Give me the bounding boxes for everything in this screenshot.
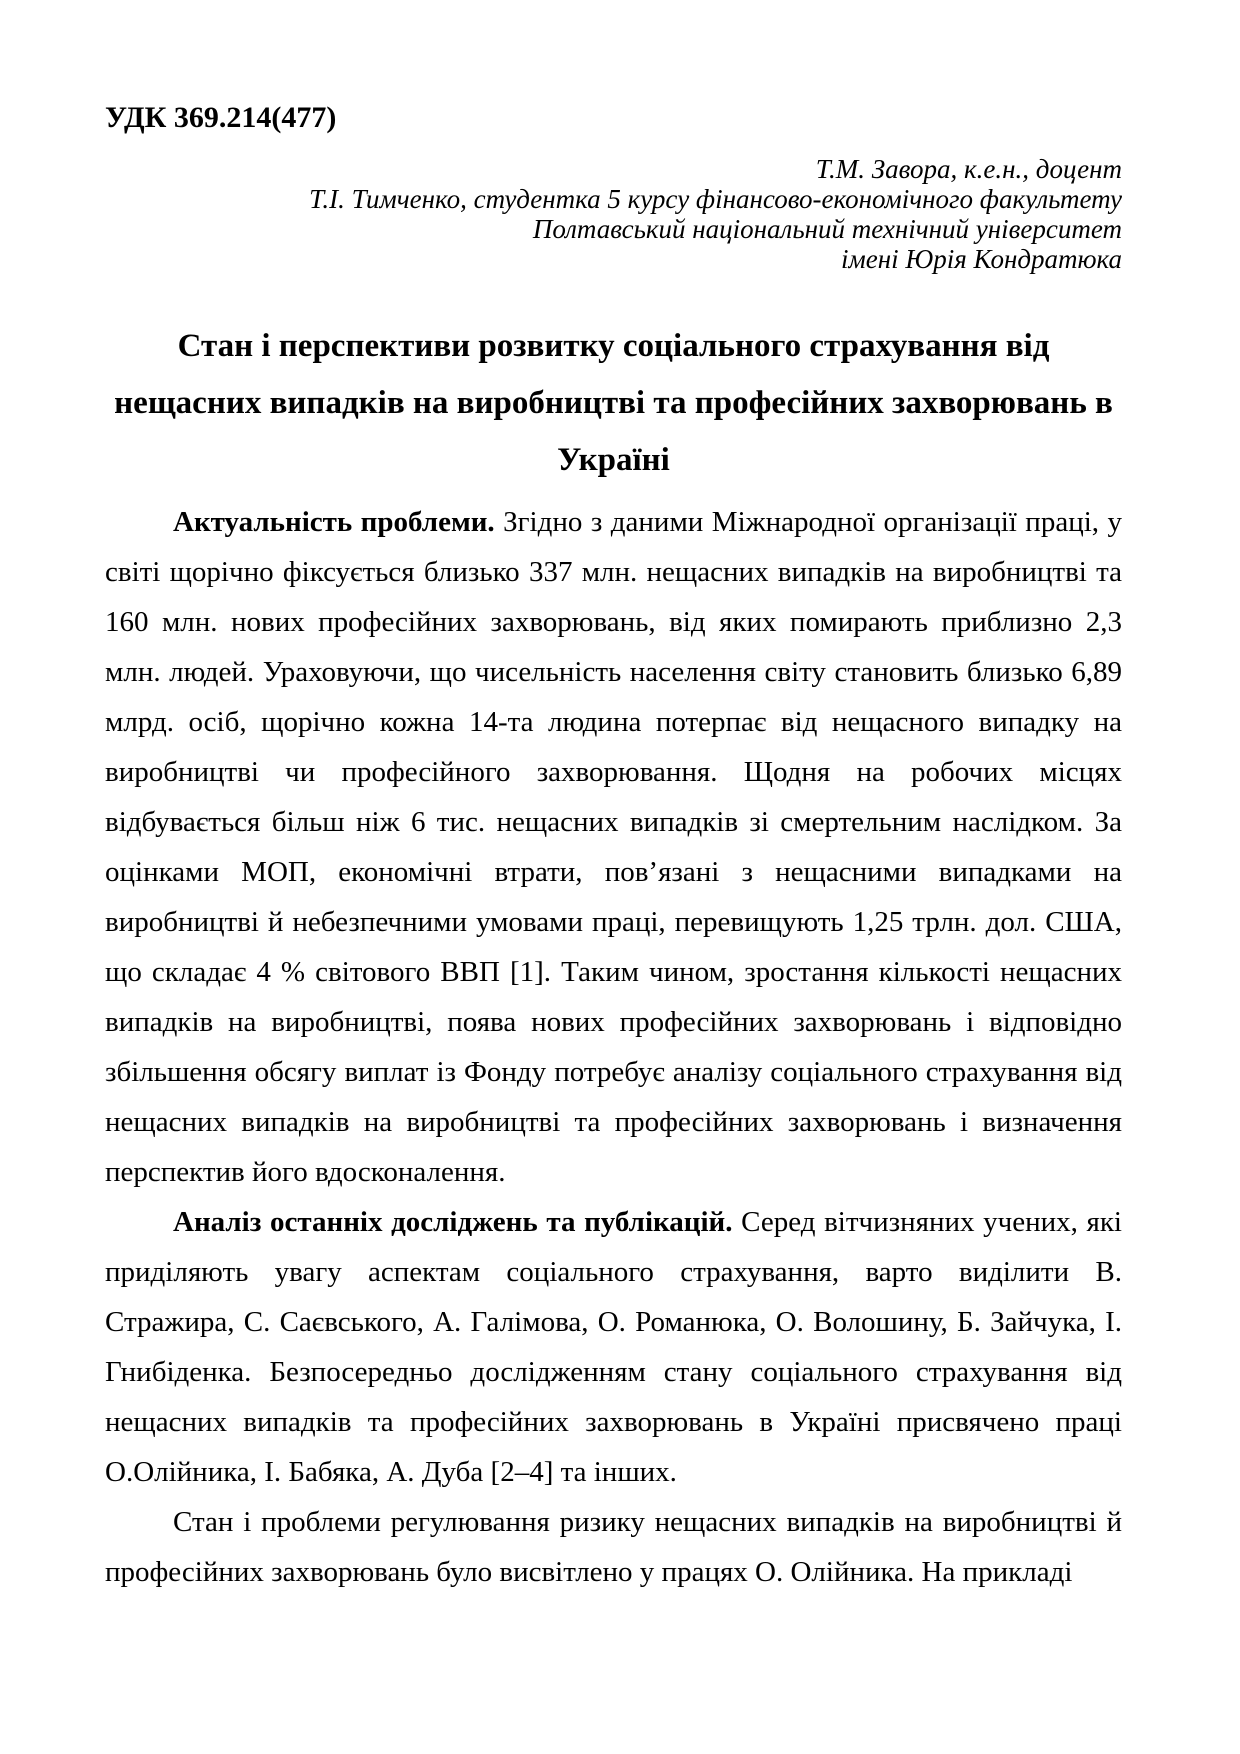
udc-code: УДК 369.214(477): [105, 101, 337, 134]
paper-title: Стан і перспективи розвитку соціального страхування від нещасних випадків на виробництві та професійних захворювань в Україні: [114, 328, 1113, 478]
author-line: Т.І. Тимченко, студентка 5 курсу фінансово-економічного факультету: [309, 184, 1122, 214]
page-content: [105, 100, 1122, 1597]
paragraph-lead: Актуальність проблеми.: [173, 506, 495, 538]
body-paragraph: [105, 1497, 1122, 1597]
body-paragraph: [105, 497, 1122, 1197]
paragraph-text: Стан і проблеми регулювання ризику нещасних випадків на виробництві й професійних захворювань було висвітлено у працях О. Олійника. На прикладі: [105, 1506, 1122, 1588]
paragraph-lead: Аналіз останніх досліджень та публікацій.: [173, 1206, 733, 1238]
author-block: [105, 154, 1122, 274]
affiliation-line: Полтавський національний технічний університет: [532, 214, 1122, 244]
body-paragraph: [105, 1197, 1122, 1497]
affiliation-line: імені Юрія Кондратюка: [841, 244, 1122, 274]
paragraph-text: Згідно з даними Міжнародної організації праці, у світі щорічно фіксується близько 337 млн. нещасних випадків на виробництві та 160 млн. нових професійних захворювань, від яких помирають приблизно 2,3 млн. людей. Ураховуючи, що чисельність населення світу становить близько 6,89 млрд. осіб, щорічно кожна 14-та людина потерпає від нещасного випадку на виробництві чи професійного захворювання. Щодня на робочих місцях відбувається більш ніж 6 тис. нещасних випадків зі смертельним наслідком. За оцінками МОП, економічні втрати, пов’язані з нещасними випадками на виробництві й небезпечними умовами праці, перевищують 1,25 трлн. дол. США, що складає 4 % світового ВВП [1]. Таким чином, зростання кількості нещасних випадків на виробництві, поява нових професійних захворювань і відповідно збільшення обсягу виплат із Фонду потребує аналізу соціального страхування від нещасних випадків на виробництві та професійних захворювань і визначення перспектив його вдосконалення.: [105, 506, 1122, 1188]
paragraph-text: Серед вітчизняних учених, які приділяють увагу аспектам соціального страхування, варто виділити В. Стражира, С. Саєвського, А. Галімова, О. Романюка, О. Волошину, Б. Зайчука, І. Гнибіденка. Безпосередньо дослідженням стану соціального страхування від нещасних випадків та професійних захворювань в Україні присвячено праці О.Олійника, І. Бабяка, А. Дуба [2–4] та інших.: [105, 1206, 1122, 1488]
author-line: Т.М. Завора, к.е.н., доцент: [815, 154, 1122, 184]
